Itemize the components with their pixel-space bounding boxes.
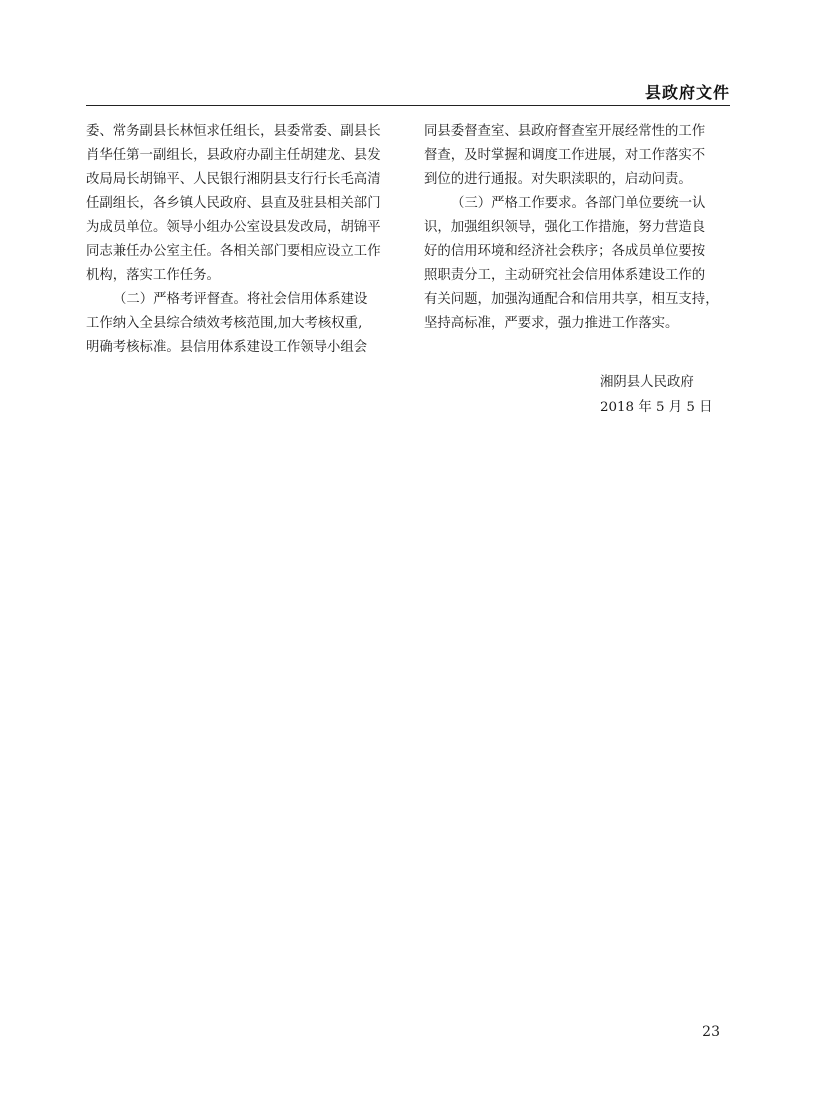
- text-line: 明确考核标准。县信用体系建设工作领导小组会: [86, 340, 368, 355]
- text-line: 任副组长，各乡镇人民政府、县直及驻县相关部门: [86, 196, 381, 211]
- running-header-title: 县政府文件: [644, 83, 730, 102]
- signature-block: [560, 370, 730, 420]
- text-line: 有关问题，加强沟通配合和信用共享，相互支持，: [424, 292, 719, 307]
- issuing-organization: 湘阴县人民政府: [600, 375, 694, 390]
- text-line: 机构，落实工作任务。: [86, 268, 220, 283]
- issue-date: 2018 年 5 月 5 日: [600, 400, 713, 415]
- section-heading-line: （二）严格考评督查。将社会信用体系建设: [113, 292, 368, 307]
- text-line: 照职责分工，主动研究社会信用体系建设工作的: [424, 268, 706, 283]
- text-line: 委、常务副县长林恒求任组长，县委常委、副县长: [86, 124, 381, 139]
- text-line: 坚持高标准，严要求，强力推进工作落实。: [424, 316, 679, 331]
- text-line: 工作纳入全县综合绩效考核范围,加大考核权重,: [86, 316, 363, 331]
- header-divider: [86, 105, 730, 106]
- text-line: 同志兼任办公室主任。各相关部门要相应设立工作: [86, 244, 381, 259]
- text-line: 肖华任第一副组长，县政府办副主任胡建龙、县发: [86, 148, 381, 163]
- text-line: 为成员单位。领导小组办公室设县发改局，胡锦平: [86, 220, 381, 235]
- section-heading-line: （三）严格工作要求。各部门单位要统一认: [451, 196, 706, 211]
- text-line: 好的信用环境和经济社会秩序；各成员单位要按: [424, 244, 706, 259]
- text-line: 同县委督查室、县政府督查室开展经常性的工作: [424, 124, 706, 139]
- text-line: 督查，及时掌握和调度工作进展，对工作落实不: [424, 148, 706, 163]
- left-text-column: [86, 120, 394, 360]
- page-number: 23: [702, 1024, 720, 1040]
- text-line: 改局局长胡锦平、人民银行湘阴县支行行长毛高清: [86, 172, 381, 187]
- text-line: 识，加强组织领导，强化工作措施，努力营造良: [424, 220, 706, 235]
- text-line: 到位的进行通报。对失职渎职的，启动问责。: [424, 172, 692, 187]
- right-text-column: [424, 120, 732, 336]
